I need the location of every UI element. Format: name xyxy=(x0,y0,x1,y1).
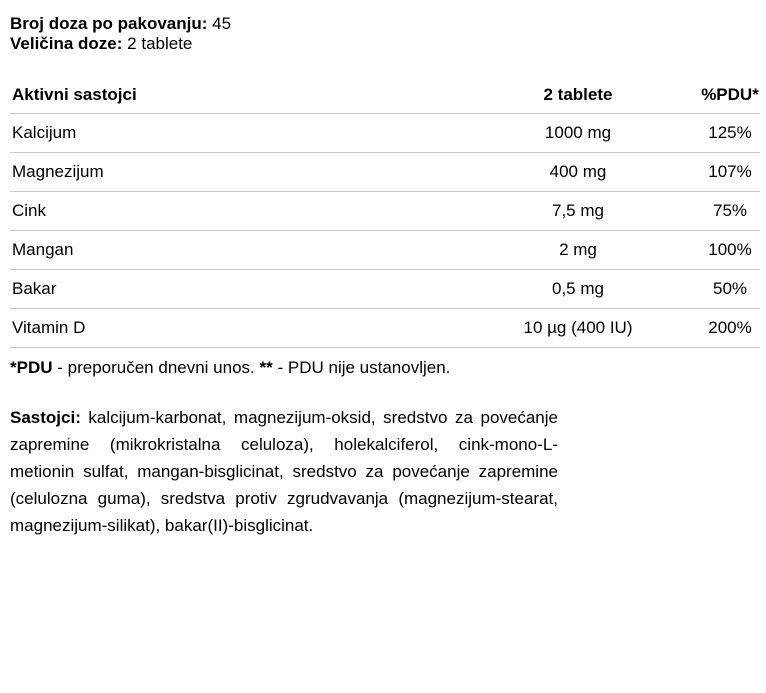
double-asterisk-label: ** xyxy=(259,358,273,377)
serving-size-label: Veličina doze: xyxy=(10,34,123,53)
ingredient-name: Bakar xyxy=(12,279,57,298)
ingredient-pdu: 107% xyxy=(708,162,752,181)
ingredient-pdu: 100% xyxy=(708,240,752,259)
pdu-footnote xyxy=(10,357,760,379)
table-row xyxy=(10,153,760,192)
ingredients-paragraph xyxy=(10,404,558,539)
column-header-amount: 2 tablete xyxy=(543,84,613,104)
ingredient-amount: 1000 mg xyxy=(544,123,612,142)
ingredients-label: Sastojci: xyxy=(10,408,81,427)
ingredient-pdu: 50% xyxy=(712,279,748,298)
ingredient-name: Mangan xyxy=(12,240,74,259)
servings-per-pack-value: 45 xyxy=(212,14,232,33)
column-header-active-ingredients: Aktivni sastojci xyxy=(12,84,137,104)
ingredient-amount: 0,5 mg xyxy=(552,279,604,298)
double-asterisk-text: - PDU nije ustanovljen. xyxy=(277,358,451,377)
table-row xyxy=(10,231,760,270)
ingredient-amount: 10 µg (400 IU) xyxy=(523,318,633,337)
column-header-pdu: %PDU* xyxy=(701,84,759,104)
serving-size-value: 2 tablete xyxy=(127,34,193,53)
table-row xyxy=(10,114,760,153)
ingredient-pdu: 75% xyxy=(712,201,748,220)
pdu-footnote-label: *PDU xyxy=(10,358,53,377)
table-row xyxy=(10,309,760,348)
serving-info xyxy=(10,14,760,54)
servings-per-pack-line xyxy=(10,14,760,34)
ingredient-name: Cink xyxy=(12,201,47,220)
table-row xyxy=(10,192,760,231)
ingredient-amount: 2 mg xyxy=(559,240,597,259)
active-ingredients-table xyxy=(10,76,760,348)
table-row xyxy=(10,270,760,309)
serving-size-line xyxy=(10,34,760,54)
ingredient-amount: 400 mg xyxy=(549,162,607,181)
ingredient-name: Magnezijum xyxy=(12,162,104,181)
ingredient-name: Vitamin D xyxy=(12,318,86,337)
pdu-footnote-text: - preporučen dnevni unos. xyxy=(57,358,255,377)
ingredient-pdu: 200% xyxy=(708,318,752,337)
ingredient-pdu: 125% xyxy=(708,123,752,142)
ingredient-name: Kalcijum xyxy=(12,123,77,142)
table-header-row xyxy=(10,76,760,114)
ingredients-text: kalcijum-karbonat, magnezijum-oksid, sredstvo za povećanje zapremine (mikrokristalna celuloza), holekalciferol, cink-mono-L-metionin sulfat, mangan-bisglicinat, sredstvo za povećanje zapremine (celulozna guma), sredstva protiv zgrudvavanja (magnezijum-stearat, magnezijum-silikat), bakar(II)-bisglicinat. xyxy=(10,408,558,535)
servings-per-pack-label: Broj doza po pakovanju: xyxy=(10,14,208,33)
ingredient-amount: 7,5 mg xyxy=(552,201,604,220)
